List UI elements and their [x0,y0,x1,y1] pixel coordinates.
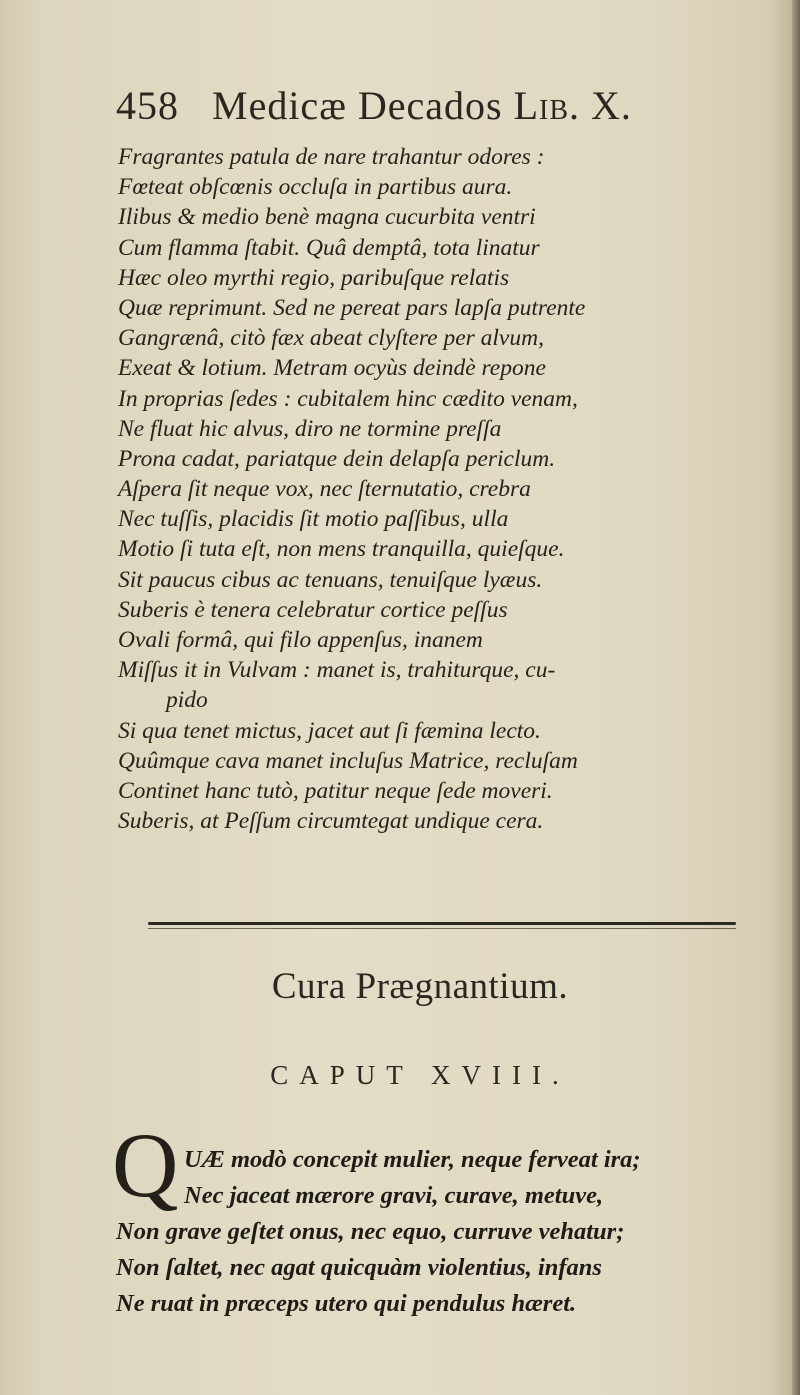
verse-line: Exeat & lotium. Metram ocyùs deindè repone [118,355,546,382]
section-divider [148,922,736,925]
section-divider-thin [148,928,736,929]
drop-cap: Q [112,1114,179,1216]
poem-block [116,1142,796,1322]
verse-line: Suberis, at Peſſum circumtegat undique cera. [118,808,544,835]
verse-line: Hæc oleo myrthi regio, paribuſque relatis [118,264,510,291]
section-title: Cura Prægnantium. [271,966,569,1007]
poem-line: Non grave geſtet onus, nec equo, curruve vehatur; [116,1218,625,1245]
verse-line: Nec tuſſis, placidis ſit motio paſſibus, ulla [118,506,509,533]
verse-line: Fragrantes patula de nare trahantur odores : [118,144,545,170]
poem-line: UÆ modò concepit mulier, neque ferveat ira; [184,1146,641,1173]
poem-line: Nec jaceat mærore gravi, curave, metuve, [184,1182,604,1209]
verse-line: Ovali formâ, qui filo appenſus, inanem [118,627,483,653]
verse-line: Suberis è tenera celebratur cortice peſſus [118,596,508,623]
poem-line: Ne ruat in præceps utero qui pendulus hæret. [116,1290,577,1317]
verse-line-continuation: pido [166,687,208,714]
verse-line: Miſſus it in Vulvam : manet is, trahiturque, cu- [118,657,556,684]
verse-line: Fœteat obſcœnis occluſa in partibus aura. [118,174,513,201]
verse-line: Quæ reprimunt. Sed ne pereat pars lapſa putrente [118,294,586,321]
verse-line: Si qua tenet mictus, jacet aut ſi fæmina lecto. [118,717,541,744]
verse-line: Prona cadat, pariatque dein delapſa periclum. [118,445,556,472]
verse-line: Aſpera ſit neque vox, nec ſternutatio, crebra [118,476,531,503]
verse-line: Motio ſi tuta eſt, non mens tranquilla, quieſque. [118,536,565,563]
poem-line: Non ſaltet, nec agat quicquàm violentius, infans [116,1254,602,1281]
verse-line: Ne fluat hic alvus, diro ne tormine preſſa [118,415,502,442]
verse-line: Continet hanc tutò, patitur neque ſede moveri. [118,777,553,804]
verse-line: Cum flamma ſtabit. Quâ demptâ, tota linatur [118,234,540,261]
verse-line: Gangrænâ, citò fæx abeat clyſtere per alvum, [118,325,544,352]
verse-line: Sit paucus cibus ac tenuans, tenuiſque lyæus. [118,566,543,593]
chapter-heading: CAPUT XVIII. [270,1060,570,1090]
running-head [116,82,716,132]
verse-block [118,142,768,836]
book-number: Lib. X. [513,83,632,128]
verse-line: Ilibus & medio benè magna cucurbita ventri [118,204,536,231]
running-title: Medicæ Decados [212,83,503,128]
verse-line: In proprias ſedes : cubitalem hinc cædito venam, [118,385,578,412]
verse-line: Quûmque cava manet incluſus Matrice, recluſam [118,747,578,774]
page-number: 458 [116,83,179,128]
